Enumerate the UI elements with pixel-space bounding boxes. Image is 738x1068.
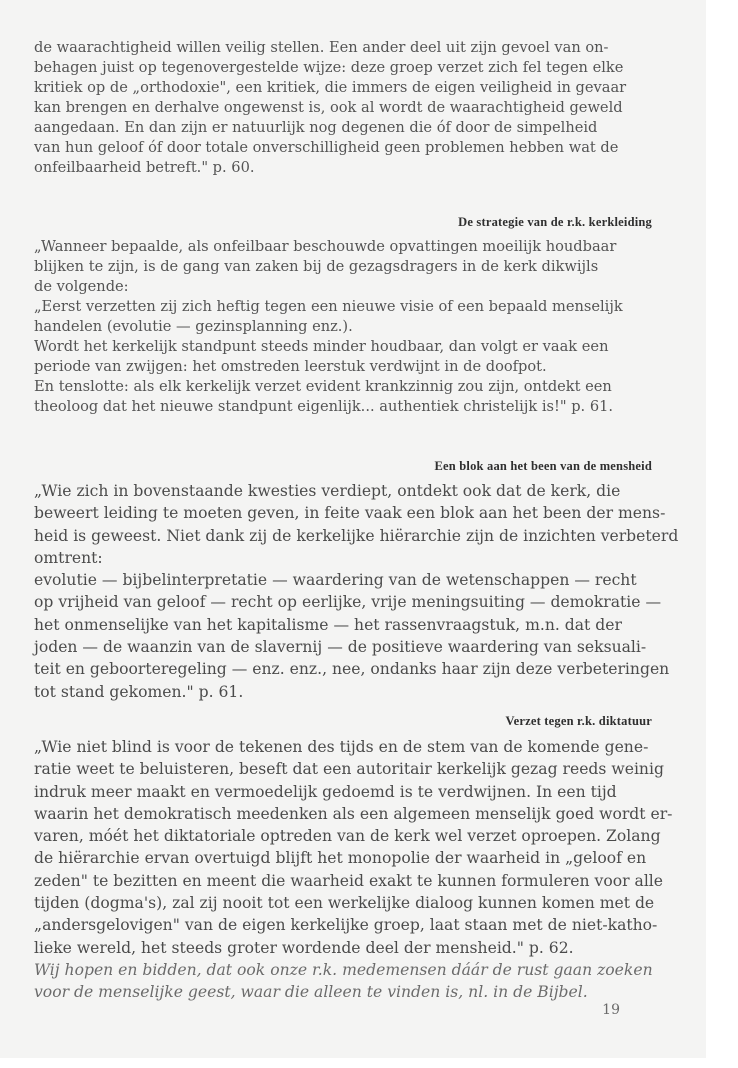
paragraph-2-container <box>34 237 684 417</box>
section-heading-2: Een blok aan het been van de mensheid <box>434 459 652 473</box>
paragraph-3: „Wie zich in bovenstaande kwesties verdiept, ontdekt ook dat de kerk, die beweert leiding te moeten geven, in feite vaak een blok aan het been der mens- heid is geweest. Niet dank zij de kerkelijke hiërarchie zijn de inzichten verbeterd omtrent: evolutie — bijbelinterpretatie — waardering van de wetenschappen — recht op vrijheid van geloof — recht op eerlijke, vrije meningsuiting — demokratie — het onmenselijke van het kapitalisme — het rassenvraagstuk, m.n. dat der joden — de waanzin van de slavernij — de positieve waardering van seksuali- teit en geboorteregeling — enz. enz., nee, ondanks haar zijn deze verbeteringen tot stand gekomen." p. 61. <box>34 482 679 701</box>
paragraph-3-container <box>34 480 684 703</box>
section-heading-3: Verzet tegen r.k. diktatuur <box>505 714 652 728</box>
section-heading-1: De strategie van de r.k. kerkleiding <box>458 215 652 229</box>
paragraph-1-container <box>34 38 684 178</box>
paragraph-1: de waarachtigheid willen veilig stellen. Een ander deel uit zijn gevoel van on- behagen juist op tegenovergestelde wijze: deze groep verzet zich fel tegen elke kritiek op de „orthodoxie", een kritiek, die immers de eigen veiligheid in gevaar kan brengen en derhalve ongewenst is, ook al wordt de waarachtigheid geweld aangedaan. En dan zijn er natuurlijk nog degenen die óf door de simpelheid van hun geloof óf door totale onverschilligheid geen problemen hebben wat de onfeilbaarheid betreft." p. 60. <box>34 39 627 176</box>
page-number: 19 <box>602 1002 620 1018</box>
paragraph-4-container <box>34 736 684 1004</box>
paragraph-4: „Wie niet blind is voor de tekenen des tijds en de stem van de komende gene- ratie weet te beluisteren, beseft dat een autoritair kerkelijk gezag reeds weinig indruk meer maakt en vermoedelijk gedoemd is te verdwijnen. In een tijd waarin het demokratisch meedenken als een algemeen menselijk goed wordt er- varen, móét het diktatoriale optreden van de kerk wel verzet oproepen. Zolang de hiërarchie ervan overtuigd blijft het monopolie der waarheid in „geloof en zeden" te bezitten en meent die waarheid exakt te kunnen formuleren voor alle tijden (dogma's), zal zij nooit tot een werkelijke dialoog kunnen komen met de „andersgelovigen" van de eigen kerkelijke groep, laat staan met de niet-katho- lieke wereld, het steeds groter wordende deel der mensheid." p. 62. <box>34 738 673 957</box>
italic-closing: Wij hopen en bidden, dat ook onze r.k. medemensen dáár de rust gaan zoeken voor de menselijke geest, waar die alleen te vinden is, nl. in de Bijbel. <box>34 960 653 1002</box>
paragraph-2: „Wanneer bepaalde, als onfeilbaar beschouwde opvattingen moeilijk houdbaar blijken te zijn, is de gang van zaken bij de gezagsdragers in de kerk dikwijls de volgende: „Eerst verzetten zij zich heftig tegen een nieuwe visie of een bepaald menselijk handelen (evolutie — gezinsplanning enz.). Wordt het kerkelijk standpunt steeds minder houdbaar, dan volgt er vaak een periode van zwijgen: het omstreden leerstuk verdwijnt in de doofpot. En tenslotte: als elk kerkelijk verzet evident krankzinnig zou zijn, ontdekt een theoloog dat het nieuwe standpunt eigenlijk... authentiek christelijk is!" p. 61. <box>34 238 623 415</box>
